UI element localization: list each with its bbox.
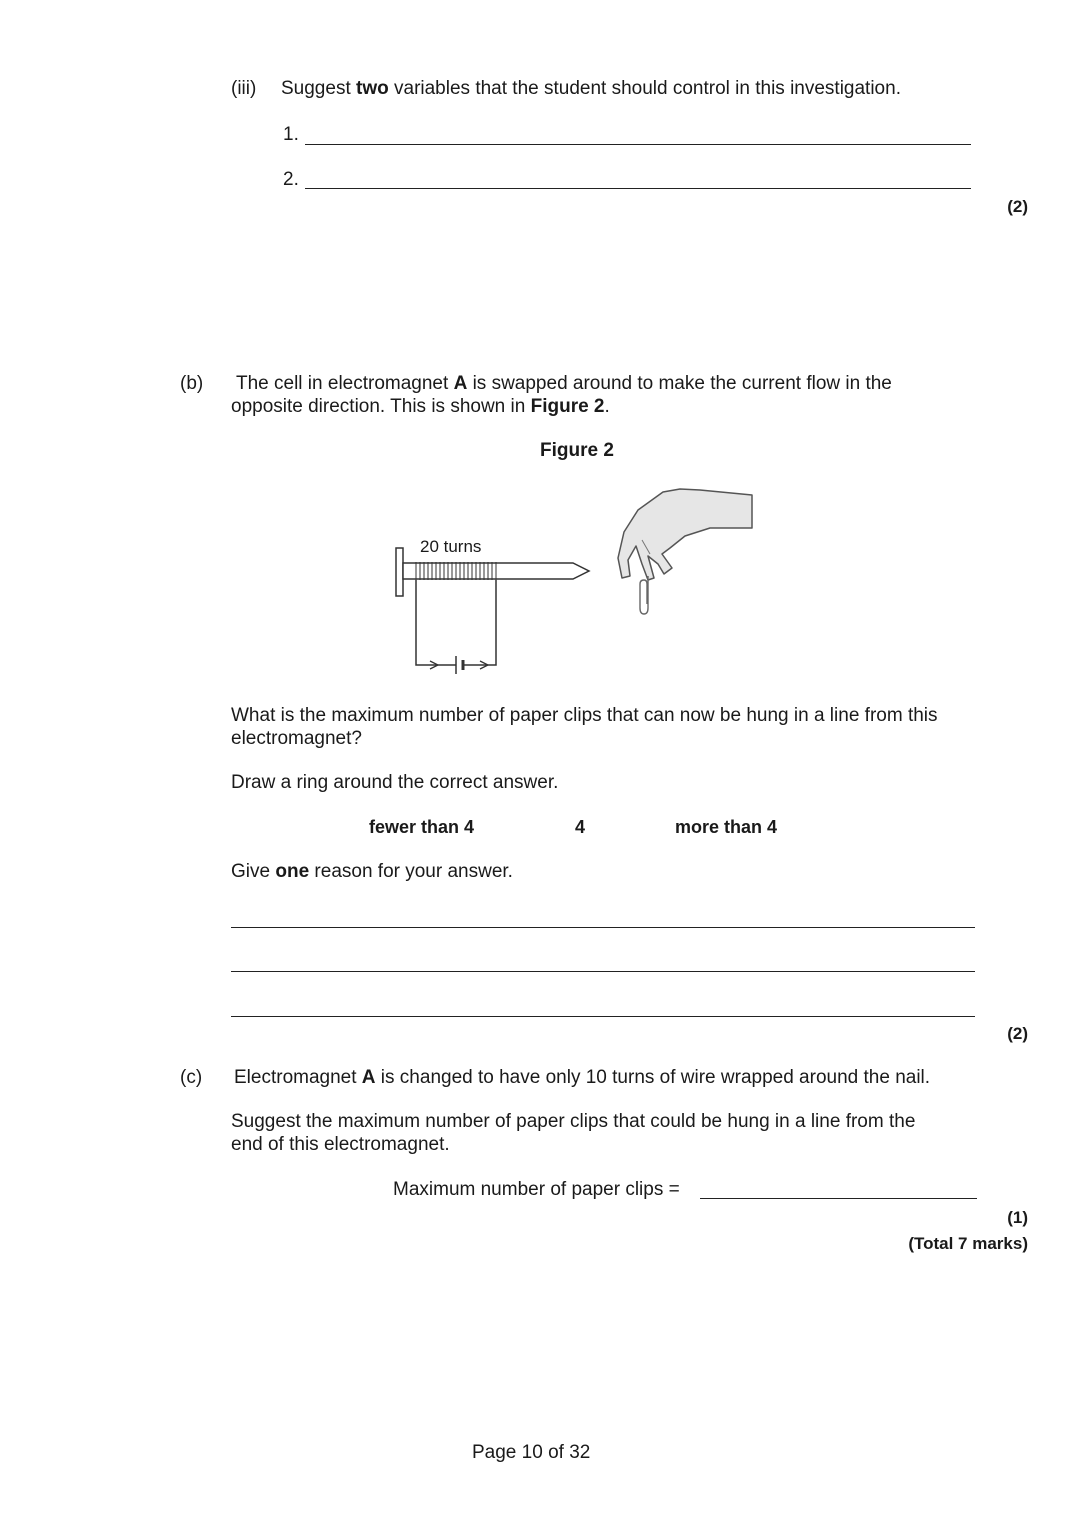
- total-marks: (Total 7 marks): [908, 1234, 1028, 1253]
- nail-head: [396, 548, 403, 596]
- marks-c: (1): [1007, 1208, 1028, 1227]
- coil-turns: [416, 562, 496, 580]
- answer-line-1[interactable]: [305, 144, 971, 145]
- option-fewer-than-4[interactable]: fewer than 4: [369, 817, 475, 837]
- question-b-line2: electromagnet?: [231, 728, 362, 749]
- option-more-than-4[interactable]: more than 4: [675, 817, 778, 837]
- hand-icon: [618, 489, 752, 580]
- marks-a-iii: (2): [1007, 197, 1028, 216]
- answer-number-2: 2.: [283, 169, 299, 190]
- part-a-iii-label: (iii): [231, 78, 257, 99]
- part-c-line1: Electromagnet A is changed to have only 10 turns of wire wrapped around the nail.: [234, 1067, 931, 1088]
- part-a-iii-question: Suggest two variables that the student should control in this investigation.: [281, 78, 901, 99]
- reason-line-1[interactable]: [231, 927, 975, 928]
- figure-2-diagram: [380, 480, 780, 690]
- option-4[interactable]: 4: [575, 817, 586, 837]
- marks-b: (2): [1007, 1024, 1028, 1043]
- answer-number-1: 1.: [283, 124, 299, 145]
- page-number: Page 10 of 32: [472, 1442, 591, 1463]
- turns-label: 20 turns: [420, 537, 482, 556]
- wire-left: [416, 580, 456, 665]
- answer-label-paper-clips: Maximum number of paper clips =: [393, 1179, 680, 1200]
- reason-prompt: Give one reason for your answer.: [231, 861, 513, 882]
- paper-clip-icon: [640, 576, 648, 614]
- part-c-label: (c): [180, 1067, 203, 1088]
- part-b-intro-line1: The cell in electromagnet A is swapped around to make the current flow in the: [236, 373, 892, 394]
- question-b-line1: What is the maximum number of paper clips that can now be hung in a line from this: [231, 705, 938, 726]
- part-b-label: (b): [180, 373, 204, 394]
- answer-line-2[interactable]: [305, 188, 971, 189]
- instruction-text: Draw a ring around the correct answer.: [231, 772, 559, 793]
- reason-line-3[interactable]: [231, 1016, 975, 1017]
- answer-line-paper-clips[interactable]: [700, 1198, 977, 1199]
- part-c-suggest-line1: Suggest the maximum number of paper clips that could be hung in a line from the: [231, 1111, 916, 1132]
- figure-title: Figure 2: [540, 440, 614, 461]
- part-c-suggest-line2: end of this electromagnet.: [231, 1134, 450, 1155]
- part-b-intro-line2: opposite direction. This is shown in Figure 2.: [231, 396, 610, 417]
- wire-right: [472, 580, 496, 665]
- reason-line-2[interactable]: [231, 971, 975, 972]
